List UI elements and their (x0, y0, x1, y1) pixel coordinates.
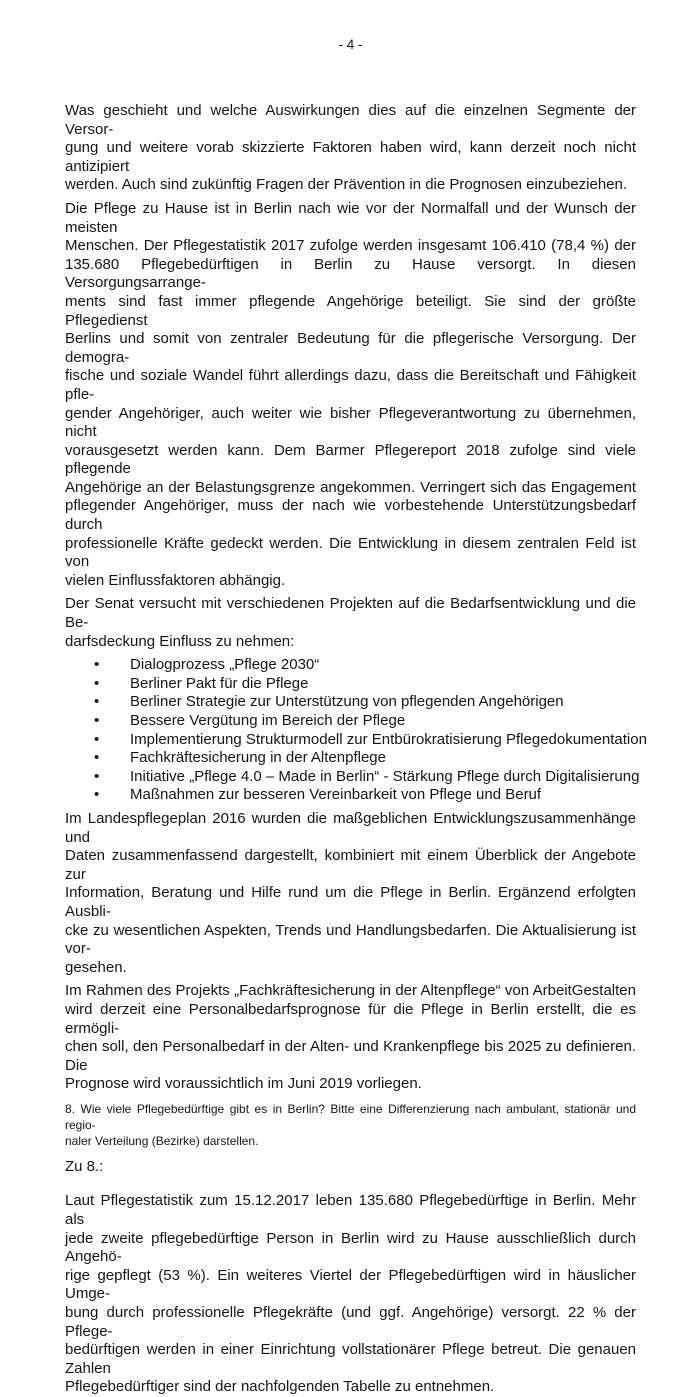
text-line: naler Verteilung (Bezirke) darstellen. (65, 1134, 259, 1149)
text-line: bedürftigen werden in einer Einrichtung vollstationärer Pflege betreut. Die genauen Zahlen (65, 1341, 636, 1377)
page-number: - 4 - (338, 37, 363, 52)
text-line: cke zu wesentlichen Aspekten, Trends und Handlungsbedarfen. Die Aktualisierung ist vor- (65, 921, 636, 958)
text-line: Angehörige an der Belastungsgrenze angekommen. Verringert sich das Engagement (65, 478, 636, 496)
item-label: Berliner Strategie zur Unterstützung von pflegenden Angehörigen (130, 693, 564, 711)
text-line: wird derzeit eine Personalbedarfsprognose für die Pflege in Berlin erstellt, die es ermögli- (65, 1000, 636, 1037)
bullet-icon: • (94, 767, 100, 785)
text-line: gung und weitere vorab skizzierte Faktoren haben wird, kann derzeit noch nicht antizipiert (65, 139, 636, 175)
paragraph-pflegestatistik (65, 1192, 636, 1397)
text-line: Menschen. Der Pflegestatistik 2017 zufolge werden insgesamt 106.410 (78,4 %) der (65, 237, 636, 255)
text-line: gesehen. (65, 958, 127, 976)
paragraph-home-care (65, 200, 636, 590)
text-line: vorausgesetzt werden kann. Dem Barmer Pflegereport 2018 zufolge sind viele pflegende (65, 441, 636, 478)
text-line: vielen Einflussfaktoren abhängig. (65, 571, 286, 589)
item-label: Bessere Vergütung im Bereich der Pflege (130, 712, 406, 729)
text-line: Berlins und somit von zentraler Bedeutung für die pflegerische Versorgung. Der demogra- (65, 330, 636, 366)
item-label: Maßnahmen zur besseren Vereinbarkeit von Pflege und Beruf (130, 786, 542, 804)
list-item (65, 712, 636, 731)
bullet-icon: • (94, 656, 100, 674)
paragraph-landespflegeplan (65, 810, 636, 977)
text-line: Die Pflege zu Hause ist in Berlin nach wie vor der Normalfall und der Wunsch der meisten (65, 199, 636, 236)
bullet-icon: • (94, 674, 100, 692)
text-line: ments sind fast immer pflegende Angehörige beteiligt. Sie sind der größte Pflegedienst (65, 292, 636, 329)
bullet-icon: • (94, 712, 100, 729)
text-line: Im Landespflegeplan 2016 wurden die maßgeblichen Entwicklungszusammenhänge und (65, 809, 636, 846)
text-line: pflegender Angehöriger, muss der nach wie vorbestehende Unterstützungsbedarf durch (65, 497, 636, 534)
paragraph-anticipation (65, 102, 636, 195)
text-line: Daten zusammenfassend dargestellt, kombiniert mit einem Überblick der Angebote zur (65, 847, 636, 883)
text-line: gender Angehöriger, auch weiter wie bisher Pflegeverantwortung zu übernehmen, nicht (65, 404, 636, 441)
list-item (65, 786, 636, 805)
list-item (65, 656, 636, 675)
list-item (65, 730, 647, 750)
text-line: professionelle Kräfte gedeckt werden. Die Entwicklung in diesem zentralen Feld ist von (65, 534, 636, 571)
item-label: Berliner Pakt für die Pflege (130, 674, 309, 692)
text-line: Was geschieht und welche Auswirkungen dies auf die einzelnen Segmente der Versor- (65, 102, 636, 138)
text-line: Information, Beratung und Hilfe rund um die Pflege in Berlin. Ergänzend erfolgten Ausbli- (65, 884, 636, 920)
text-line: chen soll, den Personalbedarf in der Alten- und Krankenpflege bis 2025 zu definieren. Die (65, 1038, 636, 1074)
text-line: werden. Auch sind zukünftig Fragen der Prävention in die Prognosen einzubeziehen. (65, 176, 628, 194)
text-line: rige gepflegt (53 %). Ein weiteres Viertel der Pflegebedürftigen wird in häuslicher Umge- (65, 1266, 636, 1303)
item-label: Initiative „Pflege 4.0 – Made in Berlin“ - Stärkung Pflege durch Digitalisierung (130, 767, 640, 785)
item-label: Dialogprozess „Pflege 2030“ (130, 656, 320, 674)
text-line: jede zweite pflegebedürftige Person in Berlin wird zu Hause ausschließlich durch Angehö- (65, 1229, 636, 1266)
question-8-text (65, 1101, 636, 1150)
list-item (65, 749, 636, 768)
text-line: Zu 8.: (65, 1157, 104, 1175)
bullet-icon: • (94, 693, 100, 711)
text-line: Pflegebedürftiger sind der nachfolgenden Tabelle zu entnehmen. (65, 1378, 495, 1396)
bullet-icon: • (94, 786, 100, 804)
text-line: bung durch professionelle Pflegekräfte (und ggf. Angehörige) versorgt. 22 % der Pflege- (65, 1303, 636, 1340)
text-line: darfsdeckung Einfluss zu nehmen: (65, 632, 295, 650)
list-item (65, 675, 636, 694)
text-line: 8. Wie viele Pflegebedürftige gibt es in Berlin? Bitte eine Differenzierung nach ambulant, stationär und regio- (65, 1101, 636, 1133)
bullet-icon: • (94, 730, 100, 748)
text-line: fische und soziale Wandel führt allerdings dazu, dass die Bereitschaft und Fähigkeit pfle- (65, 367, 636, 403)
item-label: Implementierung Strukturmodell zur Entbürokratisierung Pflegedokumentation (130, 730, 647, 748)
text-line: Der Senat versucht mit verschiedenen Projekten auf die Bedarfsentwicklung und die Be- (65, 595, 636, 632)
text-line: 135.680 Pflegebedürftigen in Berlin zu Hause versorgt. In diesen Versorgungsarrange- (65, 255, 636, 292)
paragraph-senate-projects (65, 595, 636, 651)
text-line: Prognose wird voraussichtlich im Juni 2019 vorliegen. (65, 1075, 422, 1093)
project-list (65, 656, 647, 805)
text-line: Im Rahmen des Projekts „Fachkräftesicherung in der Altenpflege“ von ArbeitGestalten (65, 982, 636, 1000)
list-item (65, 693, 636, 712)
item-label: Fachkräftesicherung in der Altenpflege (130, 749, 386, 767)
answer-8-heading (65, 1158, 636, 1177)
list-item (65, 767, 640, 787)
text-line: Laut Pflegestatistik zum 15.12.2017 leben 135.680 Pflegebedürftige in Berlin. Mehr als (65, 1192, 636, 1228)
paragraph-fachkraefte-projekt (65, 982, 636, 1094)
bullet-icon: • (94, 749, 100, 767)
